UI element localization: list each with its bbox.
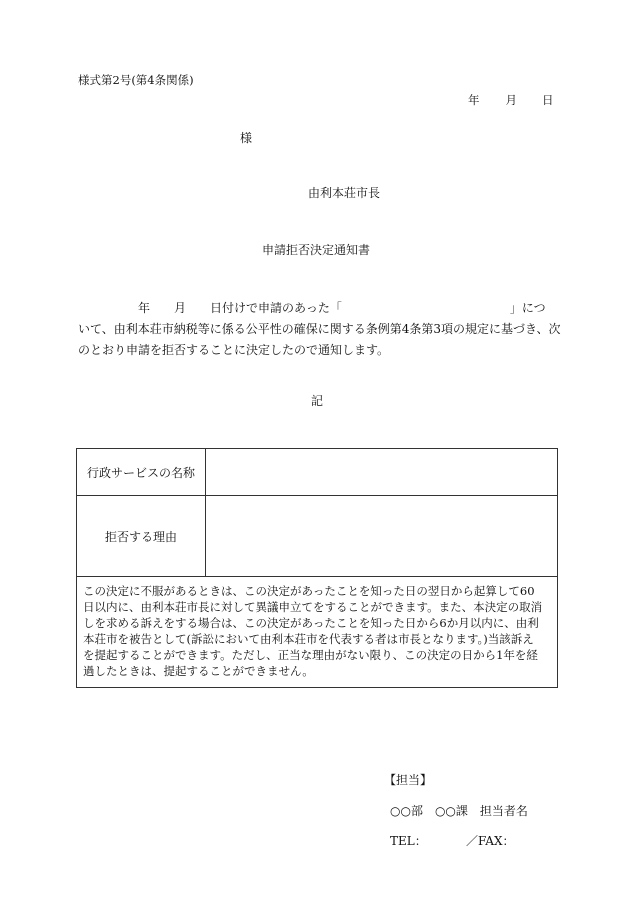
date-line (468, 92, 554, 108)
appeal-notice-row (77, 577, 558, 688)
service-name-value (206, 449, 558, 496)
appeal-notice-line: を提起することができます。ただし、正当な理由がない限り、この決定の日から1年を経 (83, 648, 538, 662)
appeal-notice (77, 577, 558, 688)
contact-heading: 【担当】 (384, 773, 433, 787)
tel-label: TEL： (390, 834, 427, 848)
date-year-label: 年 (468, 93, 480, 107)
reason-value (206, 496, 558, 577)
document-title: 申請拒否決定通知書 (262, 243, 371, 257)
appeal-notice-line: 本荘市を被告として(訴訟において由利本荘市を代表する者は市長となります。)当該訴え (83, 632, 534, 646)
contact-phone-fax (390, 833, 515, 849)
appeal-notice-line: 過したときは、提起することができません。 (83, 664, 314, 678)
body-line-2: いて、由利本荘市納税等に係る公平性の確保に関する条例第4条第3項の規定に基づき、次 (78, 322, 561, 336)
appeal-notice-line: 日以内に、由利本荘市長に対して異議申立てをすることができます。また、本決定の取消 (83, 600, 543, 614)
service-name-row (77, 449, 558, 496)
body-line-3: のとおり申請を拒否することに決定したので通知します。 (78, 343, 390, 357)
reason-label: 拒否する理由 (77, 496, 206, 577)
date-month-label: 月 (505, 93, 517, 107)
reason-row (77, 496, 558, 577)
contact-department: ○○部 ○○課 担当者名 (390, 804, 528, 818)
body-line-1: 年 月 日付けで申請のあった「 」につ (78, 301, 546, 315)
service-name-label: 行政サービスの名称 (77, 449, 206, 496)
decision-table (76, 448, 558, 688)
appeal-notice-line: この決定に不服があるときは、この決定があったことを知った日の翌日から起算して60 (83, 584, 535, 598)
addressee-suffix: 様 (240, 131, 253, 145)
notice-body (78, 298, 561, 361)
ki-heading: 記 (311, 394, 324, 408)
fax-label: ／FAX： (466, 834, 515, 848)
date-day-label: 日 (542, 93, 554, 107)
form-number: 様式第2号(第4条関係) (78, 73, 194, 87)
issuer-name: 由利本荘市長 (308, 186, 381, 200)
appeal-notice-line: しを求める訴えをする場合は、この決定があったことを知った日から6か月以内に、由利 (83, 616, 539, 630)
